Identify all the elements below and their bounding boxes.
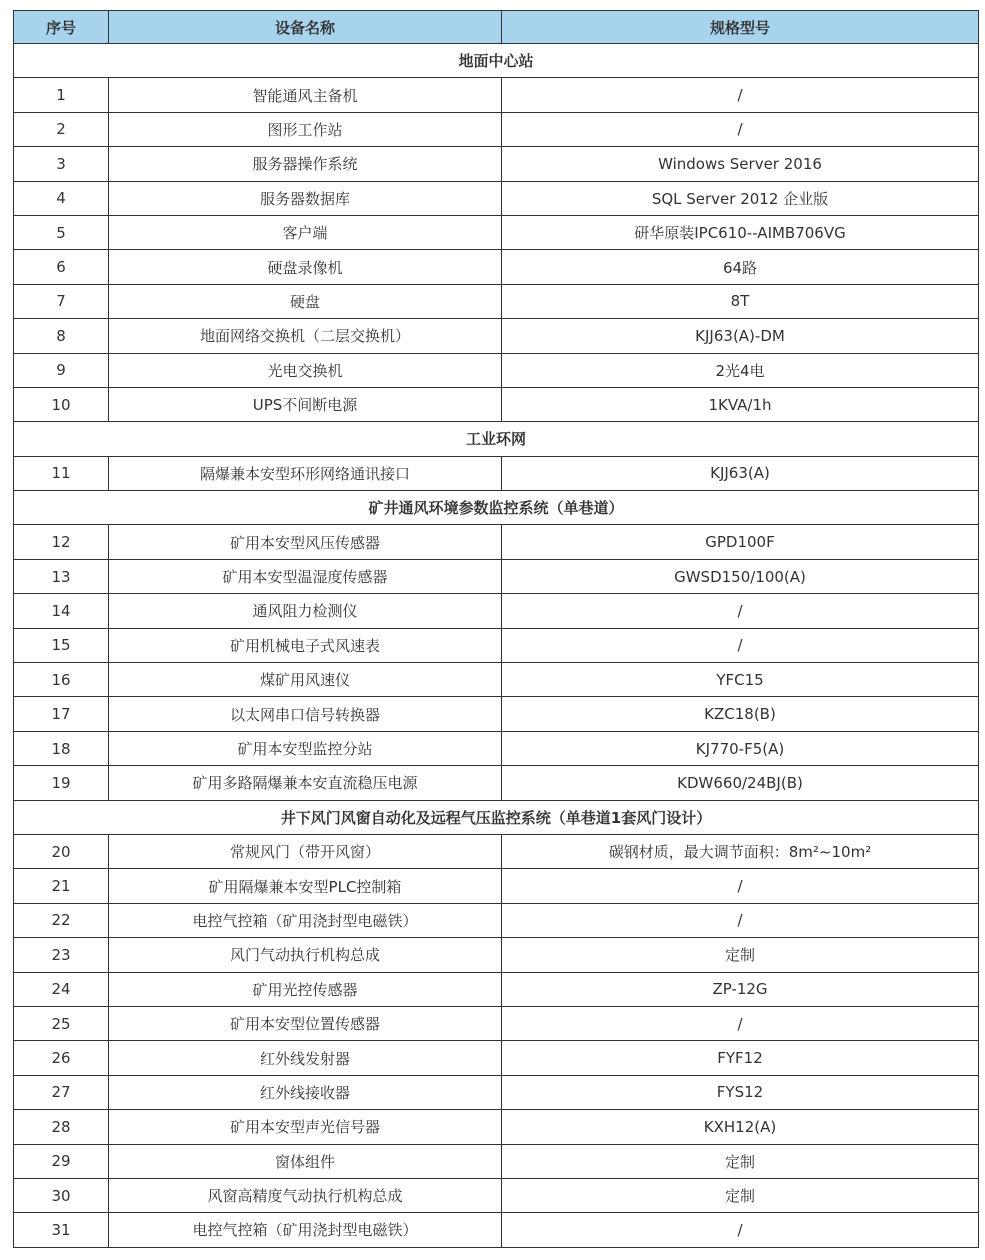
table-body bbox=[14, 44, 979, 1248]
cell-model: / bbox=[502, 594, 979, 628]
cell-no: 12 bbox=[14, 525, 109, 559]
cell-model: / bbox=[502, 1006, 979, 1040]
table-row bbox=[14, 834, 979, 868]
cell-no: 15 bbox=[14, 628, 109, 662]
cell-no: 9 bbox=[14, 353, 109, 387]
cell-name: 矿用本安型监控分站 bbox=[109, 731, 502, 765]
cell-model: 定制 bbox=[502, 1144, 979, 1178]
cell-no: 7 bbox=[14, 284, 109, 318]
cell-model: 定制 bbox=[502, 1178, 979, 1212]
header-name: 设备名称 bbox=[109, 11, 502, 44]
table-row bbox=[14, 972, 979, 1006]
section-row bbox=[14, 800, 979, 834]
cell-name: 常规风门（带开风窗） bbox=[109, 834, 502, 868]
cell-name: 矿用本安型风压传感器 bbox=[109, 525, 502, 559]
cell-model: / bbox=[502, 628, 979, 662]
cell-name: 矿用机械电子式风速表 bbox=[109, 628, 502, 662]
cell-no: 14 bbox=[14, 594, 109, 628]
table-row bbox=[14, 456, 979, 490]
cell-model: KZC18(B) bbox=[502, 697, 979, 731]
cell-name: UPS不间断电源 bbox=[109, 387, 502, 421]
cell-model: KDW660/24BJ(B) bbox=[502, 766, 979, 800]
cell-model: FYS12 bbox=[502, 1075, 979, 1109]
cell-name: 风门气动执行机构总成 bbox=[109, 938, 502, 972]
table-row bbox=[14, 215, 979, 249]
table-header bbox=[14, 11, 979, 44]
cell-no: 24 bbox=[14, 972, 109, 1006]
cell-model: FYF12 bbox=[502, 1041, 979, 1075]
cell-no: 10 bbox=[14, 387, 109, 421]
cell-model: YFC15 bbox=[502, 663, 979, 697]
cell-model: 8T bbox=[502, 284, 979, 318]
cell-no: 27 bbox=[14, 1075, 109, 1109]
cell-model: / bbox=[502, 903, 979, 937]
table-row bbox=[14, 628, 979, 662]
table-row bbox=[14, 78, 979, 112]
equipment-table bbox=[13, 10, 979, 1248]
section-title: 地面中心站 bbox=[14, 44, 979, 78]
cell-name: 煤矿用风速仪 bbox=[109, 663, 502, 697]
cell-name: 红外线发射器 bbox=[109, 1041, 502, 1075]
cell-no: 5 bbox=[14, 215, 109, 249]
table-row bbox=[14, 869, 979, 903]
table-row bbox=[14, 938, 979, 972]
cell-model: 碳钢材质，最大调节面积：8m²~10m² bbox=[502, 834, 979, 868]
table-row bbox=[14, 525, 979, 559]
cell-name: 矿用光控传感器 bbox=[109, 972, 502, 1006]
cell-model: / bbox=[502, 112, 979, 146]
cell-model: ZP-12G bbox=[502, 972, 979, 1006]
cell-no: 8 bbox=[14, 319, 109, 353]
cell-model: SQL Server 2012 企业版 bbox=[502, 181, 979, 215]
table-row bbox=[14, 284, 979, 318]
table-row bbox=[14, 181, 979, 215]
cell-model: Windows Server 2016 bbox=[502, 147, 979, 181]
table-row bbox=[14, 387, 979, 421]
cell-no: 13 bbox=[14, 559, 109, 593]
table-row bbox=[14, 147, 979, 181]
section-row bbox=[14, 491, 979, 525]
cell-model: KXH12(A) bbox=[502, 1110, 979, 1144]
table-row bbox=[14, 697, 979, 731]
cell-name: 客户端 bbox=[109, 215, 502, 249]
cell-model: KJJ63(A)-DM bbox=[502, 319, 979, 353]
cell-name: 通风阻力检测仪 bbox=[109, 594, 502, 628]
table-row bbox=[14, 731, 979, 765]
cell-no: 21 bbox=[14, 869, 109, 903]
header-model: 规格型号 bbox=[502, 11, 979, 44]
cell-name: 电控气控箱（矿用浇封型电磁铁） bbox=[109, 903, 502, 937]
cell-no: 3 bbox=[14, 147, 109, 181]
section-row bbox=[14, 44, 979, 78]
cell-name: 矿用本安型声光信号器 bbox=[109, 1110, 502, 1144]
cell-model: 64路 bbox=[502, 250, 979, 284]
cell-name: 矿用本安型位置传感器 bbox=[109, 1006, 502, 1040]
cell-no: 30 bbox=[14, 1178, 109, 1212]
table-row bbox=[14, 1213, 979, 1247]
cell-name: 风窗高精度气动执行机构总成 bbox=[109, 1178, 502, 1212]
cell-model: / bbox=[502, 78, 979, 112]
cell-no: 25 bbox=[14, 1006, 109, 1040]
table-row bbox=[14, 1006, 979, 1040]
cell-name: 电控气控箱（矿用浇封型电磁铁） bbox=[109, 1213, 502, 1247]
cell-model: / bbox=[502, 869, 979, 903]
table-row bbox=[14, 1110, 979, 1144]
table-row bbox=[14, 112, 979, 146]
cell-name: 矿用隔爆兼本安型PLC控制箱 bbox=[109, 869, 502, 903]
cell-no: 22 bbox=[14, 903, 109, 937]
table-row bbox=[14, 559, 979, 593]
cell-no: 29 bbox=[14, 1144, 109, 1178]
table-row bbox=[14, 1075, 979, 1109]
table-row bbox=[14, 319, 979, 353]
cell-name: 图形工作站 bbox=[109, 112, 502, 146]
table-row bbox=[14, 1144, 979, 1178]
cell-name: 地面网络交换机（二层交换机） bbox=[109, 319, 502, 353]
cell-model: GPD100F bbox=[502, 525, 979, 559]
cell-no: 16 bbox=[14, 663, 109, 697]
cell-no: 4 bbox=[14, 181, 109, 215]
cell-model: / bbox=[502, 1213, 979, 1247]
section-title: 工业环网 bbox=[14, 422, 979, 456]
cell-name: 矿用多路隔爆兼本安直流稳压电源 bbox=[109, 766, 502, 800]
section-title: 矿井通风环境参数监控系统（单巷道） bbox=[14, 491, 979, 525]
table-row bbox=[14, 594, 979, 628]
table-row bbox=[14, 663, 979, 697]
cell-no: 6 bbox=[14, 250, 109, 284]
section-title: 井下风门风窗自动化及远程气压监控系统（单巷道1套风门设计） bbox=[14, 800, 979, 834]
cell-name: 红外线接收器 bbox=[109, 1075, 502, 1109]
cell-no: 11 bbox=[14, 456, 109, 490]
cell-no: 23 bbox=[14, 938, 109, 972]
header-no: 序号 bbox=[14, 11, 109, 44]
cell-no: 19 bbox=[14, 766, 109, 800]
table-row bbox=[14, 1178, 979, 1212]
cell-name: 隔爆兼本安型环形网络通讯接口 bbox=[109, 456, 502, 490]
cell-no: 17 bbox=[14, 697, 109, 731]
cell-no: 2 bbox=[14, 112, 109, 146]
cell-no: 20 bbox=[14, 834, 109, 868]
table-row bbox=[14, 766, 979, 800]
cell-no: 28 bbox=[14, 1110, 109, 1144]
cell-name: 硬盘录像机 bbox=[109, 250, 502, 284]
equipment-table-container bbox=[13, 10, 978, 1248]
cell-name: 服务器操作系统 bbox=[109, 147, 502, 181]
cell-model: KJ770-F5(A) bbox=[502, 731, 979, 765]
cell-model: 2光4电 bbox=[502, 353, 979, 387]
cell-model: 研华原装IPC610--AIMB706VG bbox=[502, 215, 979, 249]
table-row bbox=[14, 353, 979, 387]
section-row bbox=[14, 422, 979, 456]
cell-name: 以太网串口信号转换器 bbox=[109, 697, 502, 731]
cell-no: 1 bbox=[14, 78, 109, 112]
cell-name: 硬盘 bbox=[109, 284, 502, 318]
table-row bbox=[14, 903, 979, 937]
table-row bbox=[14, 250, 979, 284]
cell-no: 31 bbox=[14, 1213, 109, 1247]
cell-no: 26 bbox=[14, 1041, 109, 1075]
cell-no: 18 bbox=[14, 731, 109, 765]
cell-name: 窗体组件 bbox=[109, 1144, 502, 1178]
cell-model: KJJ63(A) bbox=[502, 456, 979, 490]
table-row bbox=[14, 1041, 979, 1075]
cell-model: GWSD150/100(A) bbox=[502, 559, 979, 593]
cell-model: 1KVA/1h bbox=[502, 387, 979, 421]
cell-name: 光电交换机 bbox=[109, 353, 502, 387]
cell-model: 定制 bbox=[502, 938, 979, 972]
cell-name: 智能通风主备机 bbox=[109, 78, 502, 112]
cell-name: 矿用本安型温湿度传感器 bbox=[109, 559, 502, 593]
cell-name: 服务器数据库 bbox=[109, 181, 502, 215]
